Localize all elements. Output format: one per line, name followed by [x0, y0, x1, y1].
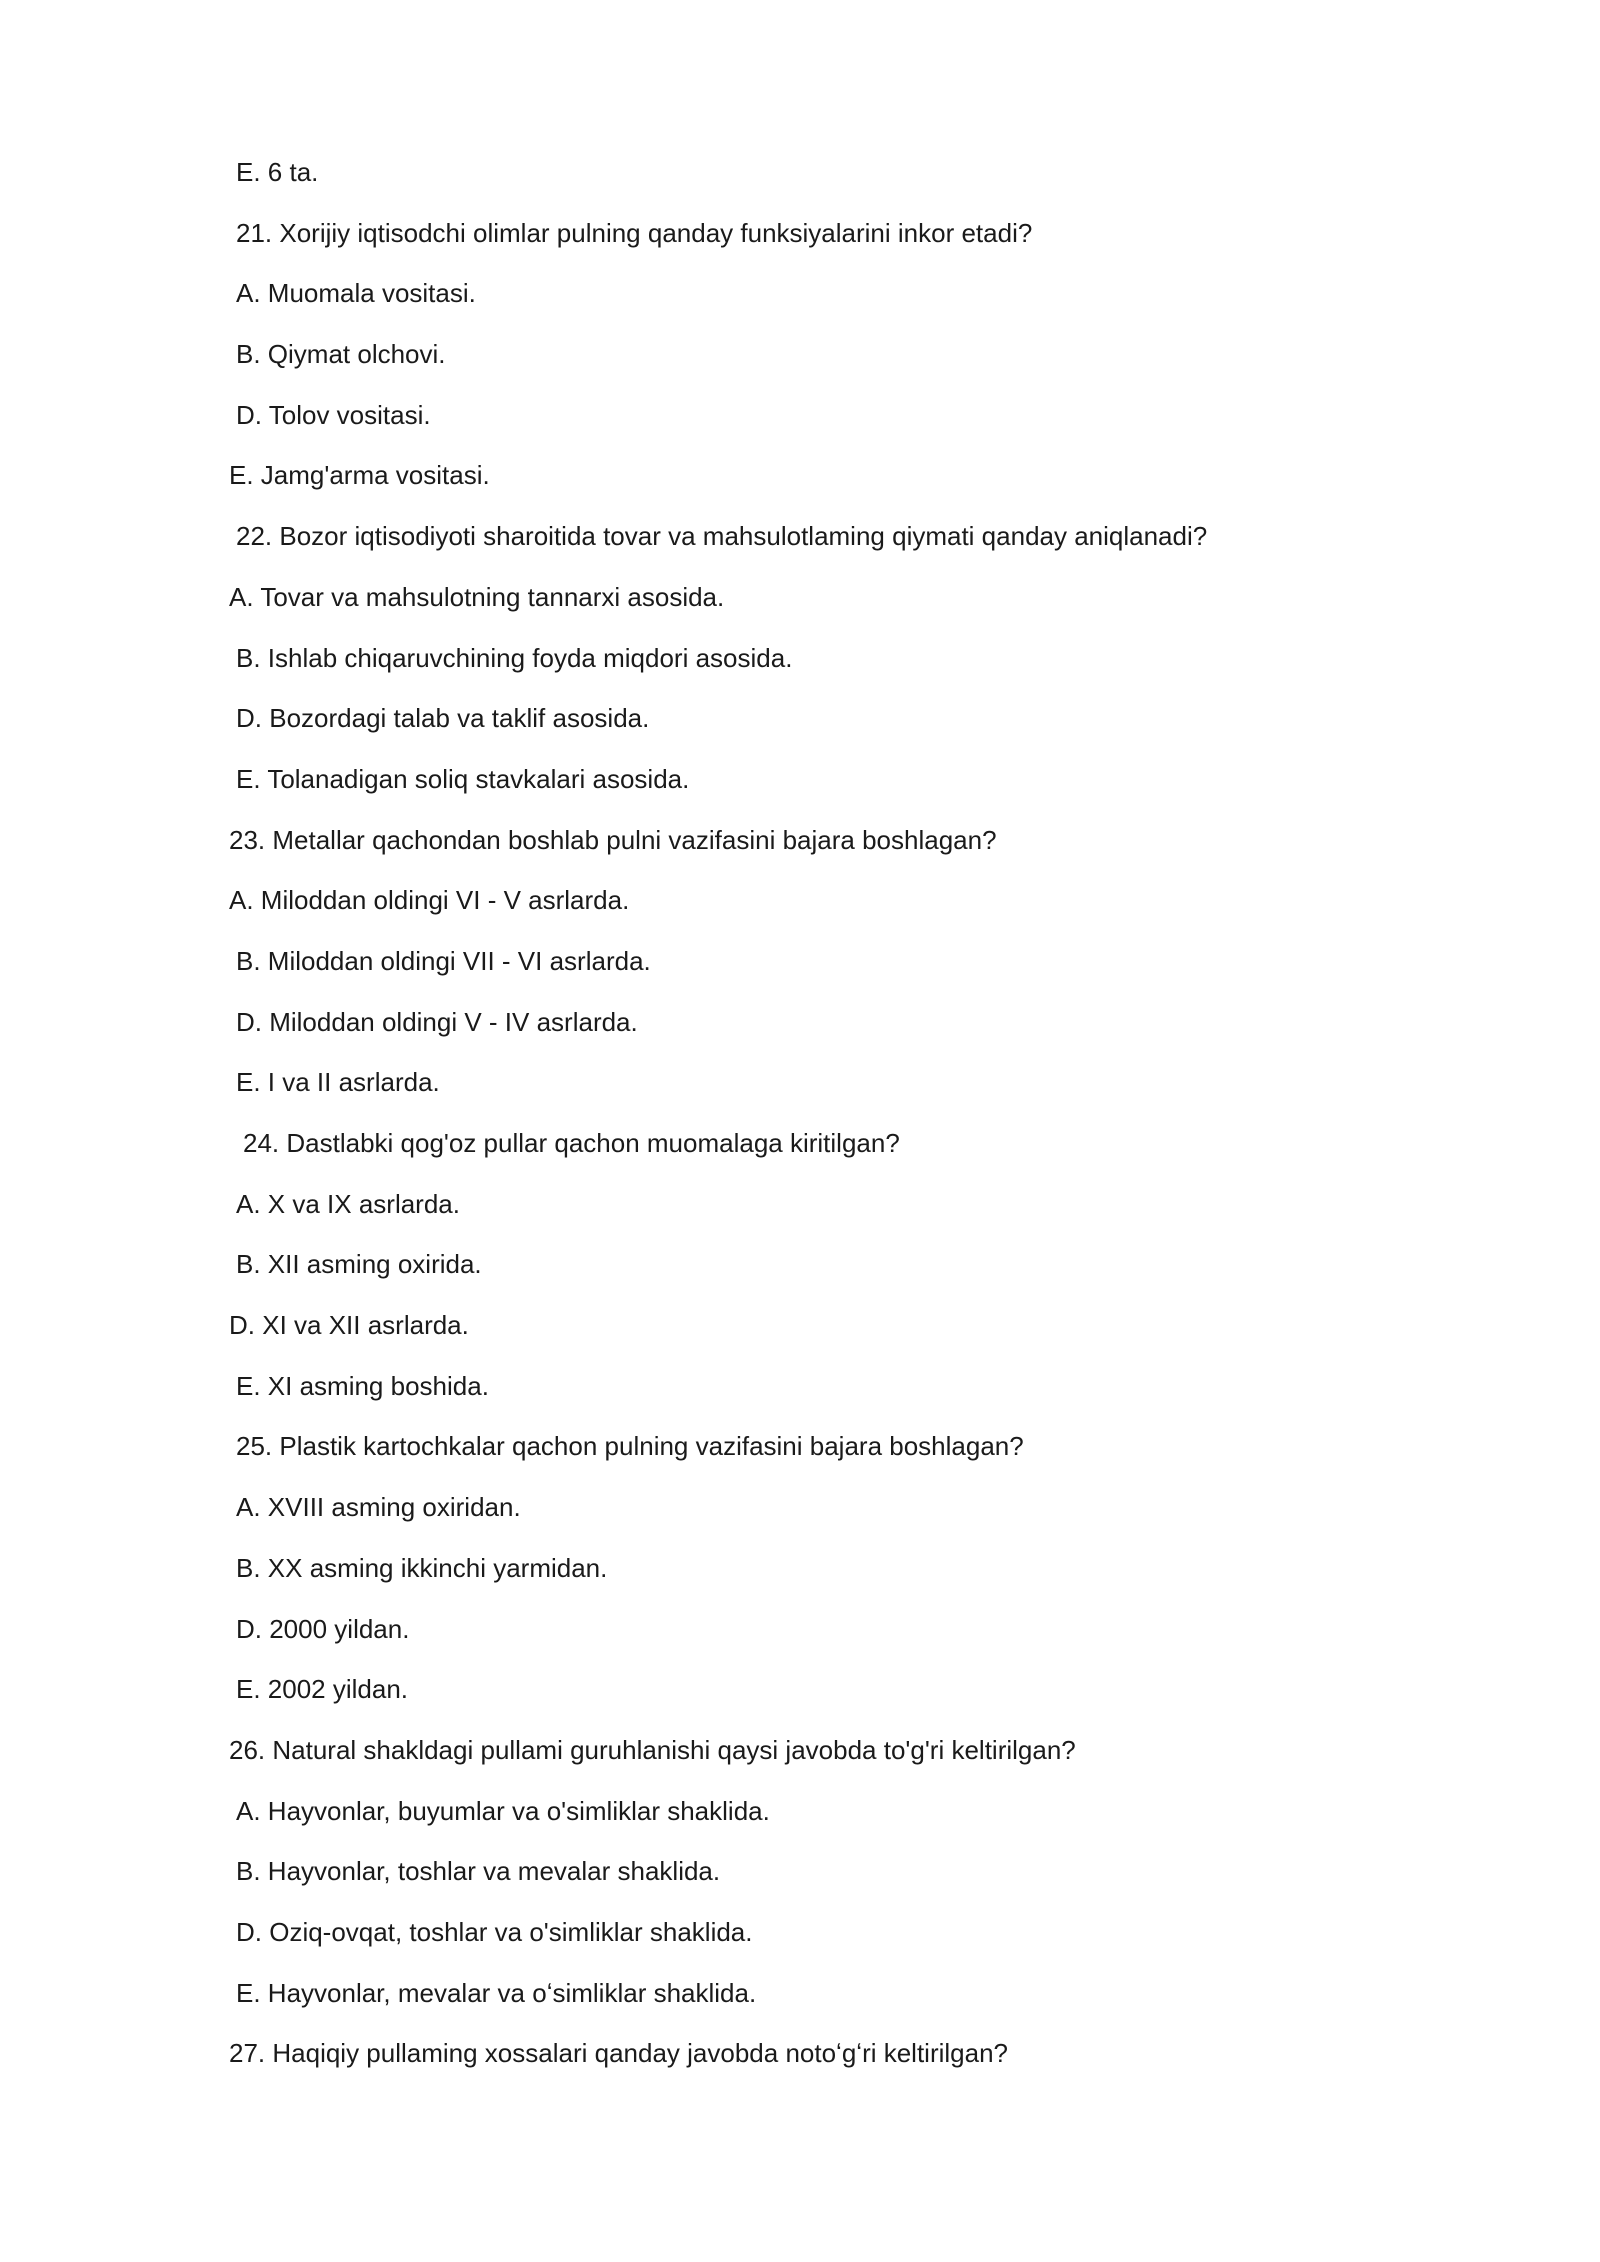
answer-option: E. XI asming boshida.: [236, 1370, 489, 1401]
answer-option: A. XVIII asming oxiridan.: [236, 1492, 521, 1523]
answer-option: B. Miloddan oldingi VII - VI asrlarda.: [236, 945, 651, 976]
answer-option: D. Miloddan oldingi V - IV asrlarda.: [236, 1006, 638, 1037]
answer-option: B. XII asming oxirida.: [236, 1249, 482, 1280]
answer-option: B. Ishlab chiqaruvchining foyda miqdori asosida.: [236, 642, 793, 673]
answer-option: B. Hayvonlar, toshlar va mevalar shaklida.: [236, 1856, 721, 1887]
answer-option: E. Jamg'arma vositasi.: [229, 460, 490, 491]
answer-option: D. XI va XII asrlarda.: [229, 1310, 469, 1341]
answer-option: A. Hayvonlar, buyumlar va o'simliklar shaklida.: [236, 1795, 770, 1826]
question-text: 23. Metallar qachondan boshlab pulni vazifasini bajara boshlagan?: [229, 824, 997, 855]
answer-option: A. X va IX asrlarda.: [236, 1188, 460, 1219]
answer-option: D. 2000 yildan.: [236, 1613, 410, 1644]
answer-option: D. Bozordagi talab va taklif asosida.: [236, 703, 650, 734]
answer-option: E. 2002 yildan.: [236, 1674, 409, 1705]
question-text: 27. Haqiqiy pullaming xossalari qanday javobda notoʻgʻri keltirilgan?: [229, 2038, 1009, 2069]
answer-option: E. 6 ta.: [236, 157, 319, 187]
question-text: 26. Natural shakldagi pullami guruhlanishi qaysi javobda to'g'ri keltirilgan?: [229, 1734, 1076, 1765]
answer-option: A. Miloddan oldingi VI - V asrlarda.: [229, 885, 630, 916]
question-text: 24. Dastlabki qog'oz pullar qachon muomalaga kiritilgan?: [243, 1128, 900, 1158]
answer-option: A. Tovar va mahsulotning tannarxi asosida.: [229, 581, 725, 612]
answer-option: D. Oziq-ovqat, toshlar va o'simliklar shaklida.: [236, 1916, 753, 1947]
answer-option: B. XX asming ikkinchi yarmidan.: [236, 1552, 608, 1583]
answer-option: D. Tolov vositasi.: [236, 399, 431, 430]
answer-option: B. Qiymat olchovi.: [236, 339, 446, 370]
answer-option: A. Muomala vositasi.: [236, 278, 476, 309]
answer-option: E. Tolanadigan soliq stavkalari asosida.: [236, 763, 690, 794]
question-text: 21. Xorijiy iqtisodchi olimlar pulning qanday funksiyalarini inkor etadi?: [236, 217, 1033, 248]
question-text: 25. Plastik kartochkalar qachon pulning vazifasini bajara boshlagan?: [236, 1431, 1024, 1462]
document-body: [0, 148, 1600, 2090]
answer-option: E. I va II asrlarda.: [236, 1067, 440, 1098]
question-text: 22. Bozor iqtisodiyoti sharoitida tovar va mahsulotlaming qiymati qanday aniqlanadi?: [236, 521, 1208, 552]
answer-option: E. Hayvonlar, mevalar va oʻsimliklar shaklida.: [236, 1977, 757, 2008]
